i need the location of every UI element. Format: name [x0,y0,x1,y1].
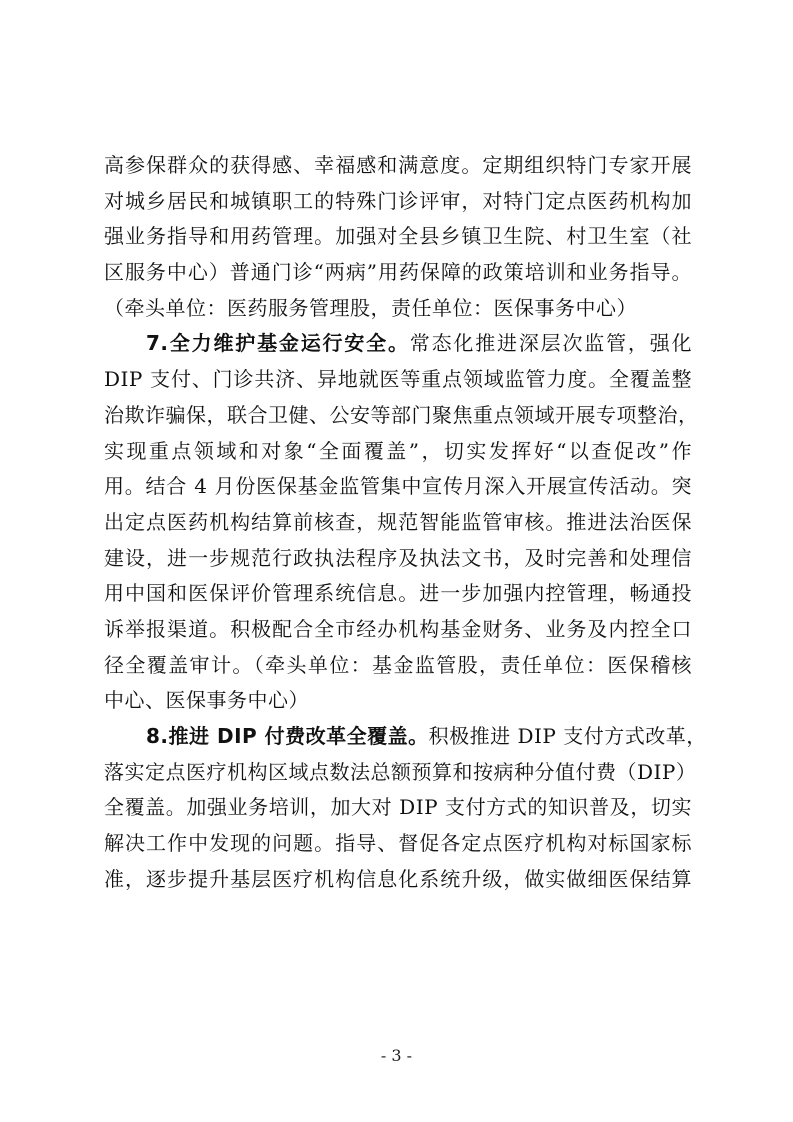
text-line: DIP 支付、门诊共济、异地就医等重点领域监管力度。全覆盖整 [104,367,692,392]
text-line: 中心、医保事务中心） [104,688,309,713]
text-line: 实现重点领域和对象“全面覆盖”，切实发挥好“以查促改”作 [104,438,692,463]
text-line: 高参保群众的获得感、幸福感和满意度。定期组织特门专家开展 [104,153,692,177]
text-line: 落实定点医疗机构区域点数法总额预算和按病种分值付费（DIP） [104,759,697,784]
text-line: 诉举报渠道。积极配合全市经办机构基金财务、业务及内控全口 [104,616,692,641]
text-line: 治欺诈骗保，联合卫健、公安等部门聚焦重点领域开展专项整治， [104,402,699,427]
section-heading-8: 8.推进 DIP 付费改革全覆盖。 [146,724,429,748]
section-heading-7: 7.全力维护基金运行安全。 [146,331,410,356]
text-line: 全覆盖。加强业务培训，加大对 DIP 支付方式的知识普及，切实 [104,795,692,820]
text-line: 区服务中心）普通门诊“两病”用药保障的政策培训和业务指导。 [104,260,692,285]
text-line: 用中国和医保评价管理系统信息。进一步加强内控管理，畅通投 [104,581,692,606]
text-line: 准，逐步提升基层医疗机构信息化系统升级，做实做细医保结算 [104,866,692,891]
page-number: - 3 - [380,1046,413,1065]
body-text [104,148,707,897]
text-line: 对城乡居民和城镇职工的特殊门诊评审，对特门定点医药机构加 [104,188,692,213]
text-line: 出定点医药机构结算前核查，规范智能监管审核。推进法治医保 [104,509,692,534]
text-line: （牵头单位：医药服务管理股，责任单位：医保事务中心） [104,295,637,320]
text-line: 径全覆盖审计。（牵头单位：基金监管股，责任单位：医保稽核 [104,652,692,677]
paragraph-heading-line [104,326,692,362]
text-line: 用。结合 4 月份医保基金监管集中宣传月深入开展宣传活动。突 [104,474,692,499]
paragraph-heading-line [104,719,707,755]
text-line: 建设，进一步规范行政执法程序及执法文书，及时完善和处理信 [104,545,692,570]
text-line: 解决工作中发现的问题。指导、督促各定点医疗机构对标国家标 [104,831,692,856]
text-span: 常态化推进深层次监管，强化 [409,331,693,356]
text-span: 积极推进 DIP 支付方式改革， [428,724,707,748]
text-line: 强业务指导和用药管理。加强对全县乡镇卫生院、村卫生室（社 [104,224,692,249]
